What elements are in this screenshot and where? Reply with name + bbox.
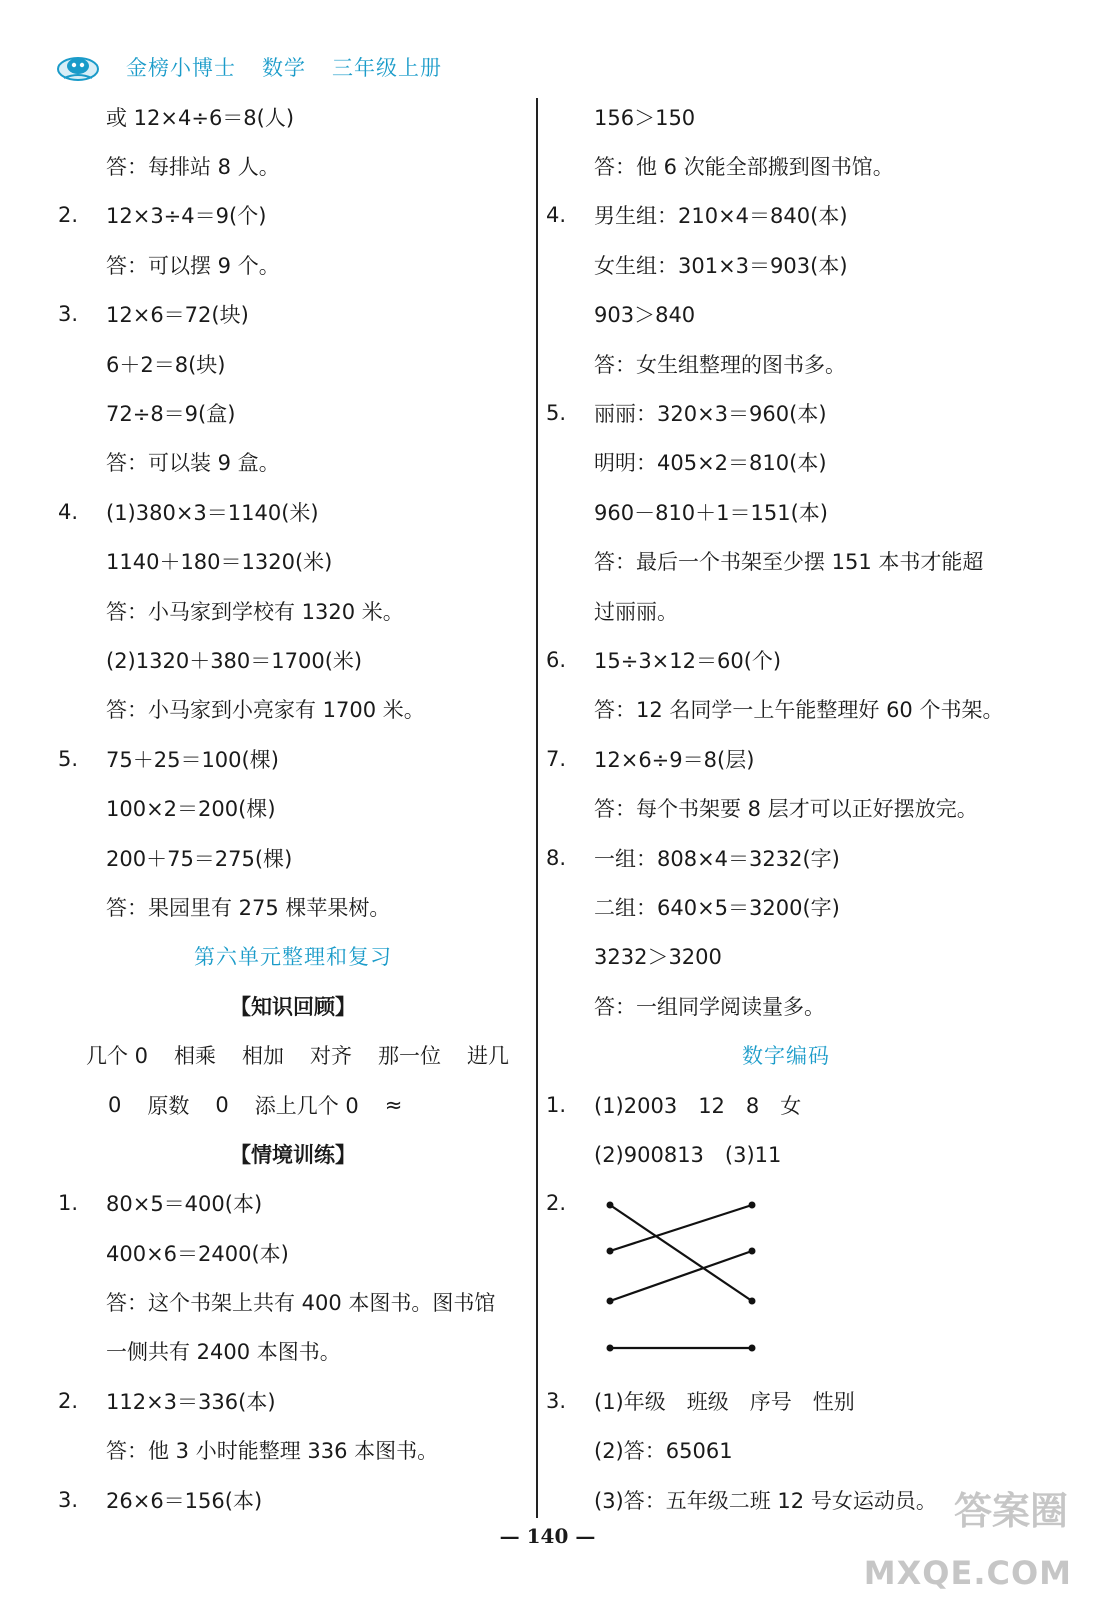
watermark (863, 1478, 1080, 1596)
line-text: 400×6＝2400(本) (106, 1241, 289, 1266)
question-7 (546, 734, 1026, 783)
line-text: (1)年级 班级 序号 性别 (594, 1389, 855, 1414)
question-number: 4. (546, 203, 567, 228)
keyword: 0 (108, 1092, 122, 1117)
training-title: 【情境训练】 (230, 1142, 356, 1167)
line-text: 答：小马家到小亮家有 1700 米。 (106, 698, 425, 723)
code-question-3 (546, 1376, 1026, 1425)
line-text: 过丽丽。 (594, 599, 678, 624)
line-text: 112×3＝336(本) (106, 1389, 276, 1414)
question-number: 8. (546, 845, 567, 870)
question-number: 2. (546, 1191, 567, 1216)
match-dot (607, 1248, 614, 1255)
column-divider (536, 98, 538, 1518)
question-5 (58, 734, 528, 783)
line-text: 答：一组同学阅读量多。 (594, 994, 825, 1019)
question-4 (58, 487, 528, 536)
line-text: 答：最后一个书架至少摆 151 本书才能超 (594, 550, 984, 575)
matching-diagram (600, 1195, 770, 1365)
line-text: 72÷8＝9(盒) (106, 402, 236, 427)
line-text: 6＋2＝8(块) (106, 352, 226, 377)
code-question-1 (546, 1080, 1026, 1129)
question-6 (546, 635, 1026, 684)
line-text: (2)答：65061 (594, 1439, 733, 1464)
match-dot (607, 1202, 614, 1209)
keyword: 原数 (147, 1093, 190, 1118)
training-2 (58, 1376, 528, 1425)
keyword: 0 (215, 1092, 229, 1117)
match-dot (749, 1202, 756, 1209)
line-text: 答：这个书架上共有 400 本图书。图书馆 (106, 1291, 496, 1316)
line-text: 答：小马家到学校有 1320 米。 (106, 599, 404, 624)
code-section-title: 数字编码 (742, 1044, 830, 1069)
question-number: 7. (546, 746, 567, 771)
keyword: 进几 (467, 1044, 510, 1069)
question-number: 3. (546, 1388, 567, 1413)
line-text: 答：果园里有 275 棵苹果树。 (106, 895, 391, 920)
line-text: (3)答：五年级二班 12 号女运动员。 (594, 1488, 937, 1513)
question-number: 4. (58, 499, 79, 524)
line-text: 明明：405×2＝810(本) (594, 451, 827, 476)
question-number: 3. (58, 302, 79, 327)
keywords-row-1 (58, 1030, 528, 1079)
line-text: 156＞150 (594, 105, 696, 130)
question-number: 5. (58, 746, 79, 771)
keyword: 相加 (242, 1044, 285, 1069)
line-text: 1140＋180＝1320(米) (106, 550, 333, 575)
question-number: 1. (58, 1191, 79, 1216)
line-text: (2)900813 (3)11 (594, 1142, 782, 1167)
answer-line (58, 141, 528, 190)
answer-line (58, 92, 528, 141)
line-text: 一侧共有 2400 本图书。 (106, 1340, 341, 1365)
line-text: 15÷3×12＝60(个) (594, 648, 782, 673)
match-line (610, 1251, 752, 1301)
line-text: 答：每个书架要 8 层才可以正好摆放完。 (594, 797, 978, 822)
question-4 (546, 191, 1026, 240)
line-text: 12×3÷4＝9(个) (106, 204, 267, 229)
line-text: (2)1320＋380＝1700(米) (106, 648, 363, 673)
keyword: 对齐 (310, 1044, 353, 1069)
line-text: 女生组：301×3＝903(本) (594, 253, 848, 278)
match-dot (749, 1248, 756, 1255)
keywords-row-2 (58, 1080, 528, 1129)
line-text: 答：他 6 次能全部搬到图书馆。 (594, 155, 894, 180)
match-line (610, 1205, 752, 1251)
line-text: 答：12 名同学一上午能整理好 60 个书架。 (594, 698, 1004, 723)
line-text: 100×2＝200(棵) (106, 797, 276, 822)
line-text: (1)2003 12 8 女 (594, 1093, 802, 1118)
match-dot (607, 1298, 614, 1305)
line-text: 12×6÷9＝8(层) (594, 747, 755, 772)
line-text: 3232＞3200 (594, 945, 722, 970)
question-number: 2. (58, 1388, 79, 1413)
line-text: 或 12×4÷6＝8(人) (106, 105, 295, 130)
line-text: 一组：808×4＝3232(字) (594, 846, 840, 871)
question-number: 3. (58, 1487, 79, 1512)
line-text: 答：每排站 8 人。 (106, 155, 280, 180)
header-subject: 数学 (262, 56, 306, 80)
line-text: 答：他 3 小时能整理 336 本图书。 (106, 1439, 439, 1464)
header-brand: 金榜小博士 (126, 56, 236, 80)
left-column (58, 92, 528, 1524)
keyword: ≈ (384, 1092, 403, 1117)
line-text: 丽丽：320×3＝960(本) (594, 402, 827, 427)
logo-icon (56, 52, 100, 82)
match-dot (607, 1345, 614, 1352)
watermark-url: MXQE.COM (863, 1554, 1072, 1592)
line-text: 答：女生组整理的图书多。 (594, 352, 846, 377)
line-text: 男生组：210×4＝840(本) (594, 204, 848, 229)
header-grade: 三年级上册 (332, 56, 442, 80)
watermark-text: 答案圈 (953, 1489, 1068, 1533)
question-5 (546, 388, 1026, 437)
question-number: 2. (58, 203, 79, 228)
question-number: 6. (546, 647, 567, 672)
question-2 (58, 191, 528, 240)
line-text: (1)380×3＝1140(米) (106, 500, 319, 525)
line-text: 二组：640×5＝3200(字) (594, 895, 840, 920)
line-text: 答：可以摆 9 个。 (106, 253, 280, 278)
line-text: 903＞840 (594, 303, 696, 328)
keyword: 那一位 (378, 1044, 442, 1069)
keyword: 添上几个 0 (254, 1093, 359, 1118)
page-number: — 140 — (499, 1524, 596, 1548)
question-3 (58, 290, 528, 339)
section-title: 第六单元整理和复习 (194, 945, 392, 970)
line-text: 200＋75＝275(棵) (106, 846, 293, 871)
match-line (610, 1205, 752, 1301)
line-text: 12×6＝72(块) (106, 303, 249, 328)
question-number: 5. (546, 401, 567, 426)
knowledge-title: 【知识回顾】 (230, 994, 356, 1019)
line-text: 答：可以装 9 盒。 (106, 451, 280, 476)
match-dot (749, 1298, 756, 1305)
question-8 (546, 833, 1026, 882)
line-text: 75＋25＝100(棵) (106, 747, 279, 772)
page-header (56, 50, 468, 84)
training-3 (58, 1475, 528, 1524)
line-text: 80×5＝400(本) (106, 1192, 263, 1217)
match-dot (749, 1345, 756, 1352)
keyword: 几个 0 (86, 1044, 149, 1069)
line-text: 960－810＋1＝151(本) (594, 500, 828, 525)
question-number: 1. (546, 1092, 567, 1117)
keyword: 相乘 (174, 1044, 217, 1069)
line-text: 26×6＝156(本) (106, 1488, 263, 1513)
training-1 (58, 1179, 528, 1228)
